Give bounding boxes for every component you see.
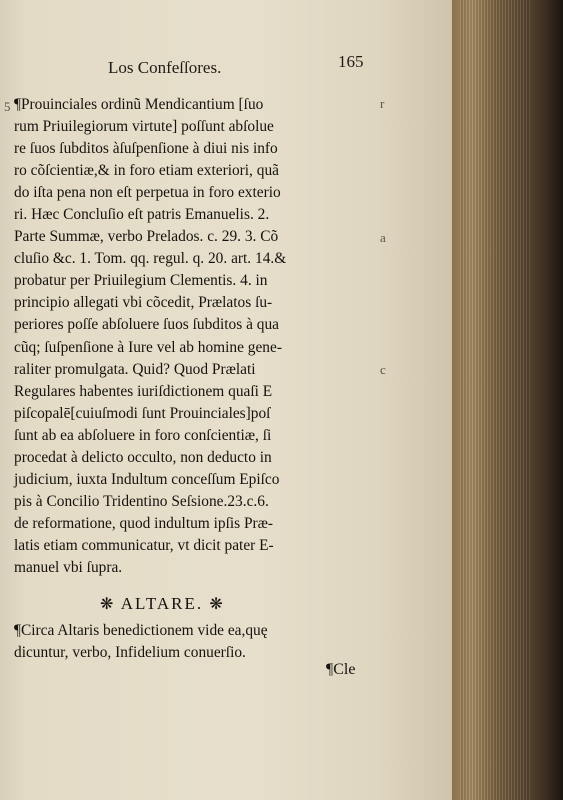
- catchword: ¶Cle: [326, 661, 356, 678]
- section-heading-text: ALTARE.: [120, 594, 204, 613]
- running-head: [0, 52, 452, 78]
- section-heading: [100, 594, 300, 620]
- text-line: dicuntur, verbo, Infidelium conuerſio.: [14, 644, 246, 662]
- text-line: procedat à delicto occulto, non deducto in: [14, 448, 272, 466]
- page-number: 165: [338, 52, 364, 71]
- text-line: ¶Circa Altaris benedictionem vide ea,quę: [14, 622, 268, 639]
- margin-note: a: [380, 230, 386, 245]
- margin-note: r: [380, 96, 385, 111]
- fleuron-icon: ❋: [209, 596, 225, 613]
- text-line: rum Priuilegiorum virtute] poſſunt abſolue: [14, 118, 274, 136]
- text-line: probatur per Priuilegium Clementis. 4. in: [14, 272, 268, 290]
- margin-note: c: [380, 362, 386, 377]
- text-line: principio allegati vbi cõcedit, Prælatos ſu-: [14, 294, 273, 312]
- main-paragraph: [14, 94, 384, 579]
- text-line: ri. Hæc Concluſio eſt patris Emanuelis. 2.: [14, 206, 270, 224]
- text-line: periores poſſe abſoluere ſuos ſubditos à qua: [14, 316, 279, 334]
- text-line: do iſta pena non eſt perpetua in foro exterio: [14, 184, 281, 202]
- text-line: Regulares habentes iuriſdictionem quaſi E: [14, 382, 273, 400]
- text-line: ¶Prouinciales ordinũ Mendicantium [ſuo: [14, 96, 264, 113]
- altare-paragraph: [14, 620, 384, 664]
- fleuron-icon: ❋: [100, 596, 116, 613]
- text-line: de reformatione, quod indultum ipſis Præ-: [14, 514, 274, 532]
- text-line: piſcopalē[cuiuſmodi ſunt Prouinciales]poſ: [14, 404, 271, 422]
- text-line: raliter promulgata. Quid? Quod Prælati: [14, 360, 256, 378]
- page-edges: [460, 0, 530, 800]
- text-line: judicium, iuxta Indultum conceſſum Epiſco: [14, 470, 280, 488]
- text-line: ro cõſcientiæ,& in foro etiam exteriori, quã: [14, 162, 279, 180]
- running-head-title: Los Confeſſores.: [108, 58, 222, 77]
- text-line: latis etiam communicatur, vt dicit pater E-: [14, 536, 274, 554]
- text-line: pis à Concilio Tridentino Seſsione.23.c.6.: [14, 492, 269, 510]
- text-line: re ſuos ſubditos àſuſpenſione à diui nis info: [14, 140, 278, 158]
- text-line: cluſio &c. 1. Tom. qq. regul. q. 20. art. 14.&: [14, 250, 287, 268]
- text-line: Parte Summæ, verbo Prelados. c. 29. 3. Cõ: [14, 228, 279, 246]
- text-line: cũq; ſuſpenſione à Iure vel ab homine gene-: [14, 338, 282, 356]
- text-line: manuel vbi ſupra.: [14, 558, 123, 576]
- line-number-marker: 5: [4, 99, 11, 114]
- text-line: ſunt ab ea abſoluere in foro conſcientiæ, ſi: [14, 426, 272, 444]
